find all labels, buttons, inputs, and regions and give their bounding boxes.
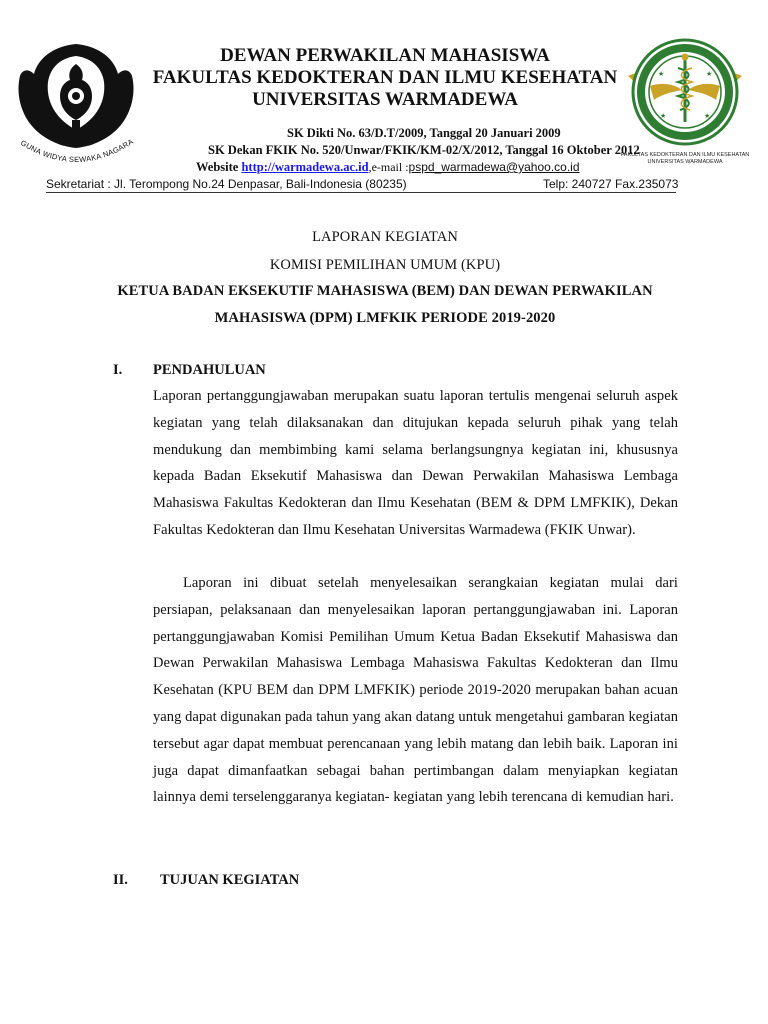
svg-text:★: ★ [704, 112, 711, 120]
letterhead-title-3: UNIVERSITAS WARMADEWA [252, 89, 518, 110]
crest-motto: GUNA WIDYA SEWAKA NAGARA [19, 136, 136, 165]
seal-caption-line-1: FAKULTAS KEDOKTERAN DAN ILMU KESEHATAN [620, 152, 750, 158]
section-1-title: PENDAHULUAN [153, 362, 266, 378]
section-2-title: TUJUAN KEGIATAN [160, 872, 300, 888]
report-title-2: KOMISI PEMILIHAN UMUM (KPU) [269, 257, 501, 273]
phone-fax: Telp: 240727 Fax.235073 [543, 177, 679, 191]
contact-line [196, 159, 580, 175]
letterhead-divider [46, 192, 676, 193]
website-label: Website [196, 160, 239, 174]
secretariat-address: Sekretariat : Jl. Terompong No.24 Denpasar, Bali-Indonesia (80235) [46, 177, 407, 191]
faculty-seal-icon [620, 32, 750, 152]
letterhead-title-2: FAKULTAS KEDOKTERAN DAN ILMU KESEHATAN [152, 67, 618, 88]
section-1-number: I. [113, 362, 123, 378]
section-2-number: II. [113, 872, 128, 888]
report-title-1: LAPORAN KEGIATAN [312, 229, 458, 245]
sk-dekan: SK Dekan FKIK No. 520/Unwar/FKIK/KM-02/X/2012, Tanggal 16 Oktober 2012 [208, 143, 640, 157]
report-title-3: KETUA BADAN EKSEKUTIF MAHASISWA (BEM) DAN DEWAN PERWAKILAN [117, 283, 653, 299]
email-address[interactable]: pspd_warmadewa@yahoo.co.id [408, 160, 580, 174]
svg-text:★: ★ [658, 70, 665, 78]
website-link[interactable]: http://warmadewa.ac.id [241, 160, 369, 174]
sk-dikti: SK Dikti No. 63/D.T/2009, Tanggal 20 Januari 2009 [287, 126, 561, 140]
letterhead-title-1: DEWAN PERWAKILAN MAHASISWA [220, 45, 550, 66]
seal-caption-line-2: UNIVERSITAS WARMADEWA [647, 159, 723, 165]
svg-text:★: ★ [706, 70, 713, 78]
svg-text:★: ★ [660, 112, 667, 120]
section-1-paragraph-1: Laporan pertanggungjawaban merupakan suatu laporan tertulis mengenai seluruh aspek kegiatan yang telah dilaksanakan dan ditujukan kepada seluruh pihak yang telah mendukung dan membimbing kami selama berlangsungnya kegiatan ini, khususnya kepada Badan Eksekutif Mahasiswa dan Dewan Perwakilan Mahasiswa Lembaga Mahasiswa Fakultas Kedokteran dan Ilmu Kesehatan (BEM & DPM LMFKIK), Dekan Fakultas Kedokteran dan Ilmu Kesehatan Universitas Warmadewa (FKIK Unwar). [153, 388, 678, 538]
section-1-paragraph-2: Laporan ini dibuat setelah menyelesaikan serangkaian kegiatan mulai dari persiapan, pelaksanaan dan menyelesaikan laporan pertanggungjawaban ini. Laporan pertanggungjawaban Komisi Pemilihan Umum Ketua Badan Eksekutif Mahasiswa dan Dewan Perwakilan Mahasiswa Lembaga Mahasiswa Fakultas Kedokteran dan Ilmu Kesehatan (KPU BEM dan DPM LMFKIK) periode 2019-2020 merupakan bahan acuan yang dapat digunakan pada tahun yang akan datang untuk mengetahui gambaran kegiatan tersebut agar dapat membuat perencanaan yang lebih matang dan lebih baik. Laporan ini juga dapat dimanfaatkan sebagai bahan pertimbangan dalam menyiapkan kegiatan lainnya demi terselenggaranya kegiatan- kegiatan yang lebih terencana di kemudian hari. [153, 575, 678, 806]
report-title-4: MAHASISWA (DPM) LMFKIK PERIODE 2019-2020 [214, 310, 556, 326]
email-label: ,e-mail : [368, 160, 409, 174]
university-crest-icon [14, 40, 138, 168]
